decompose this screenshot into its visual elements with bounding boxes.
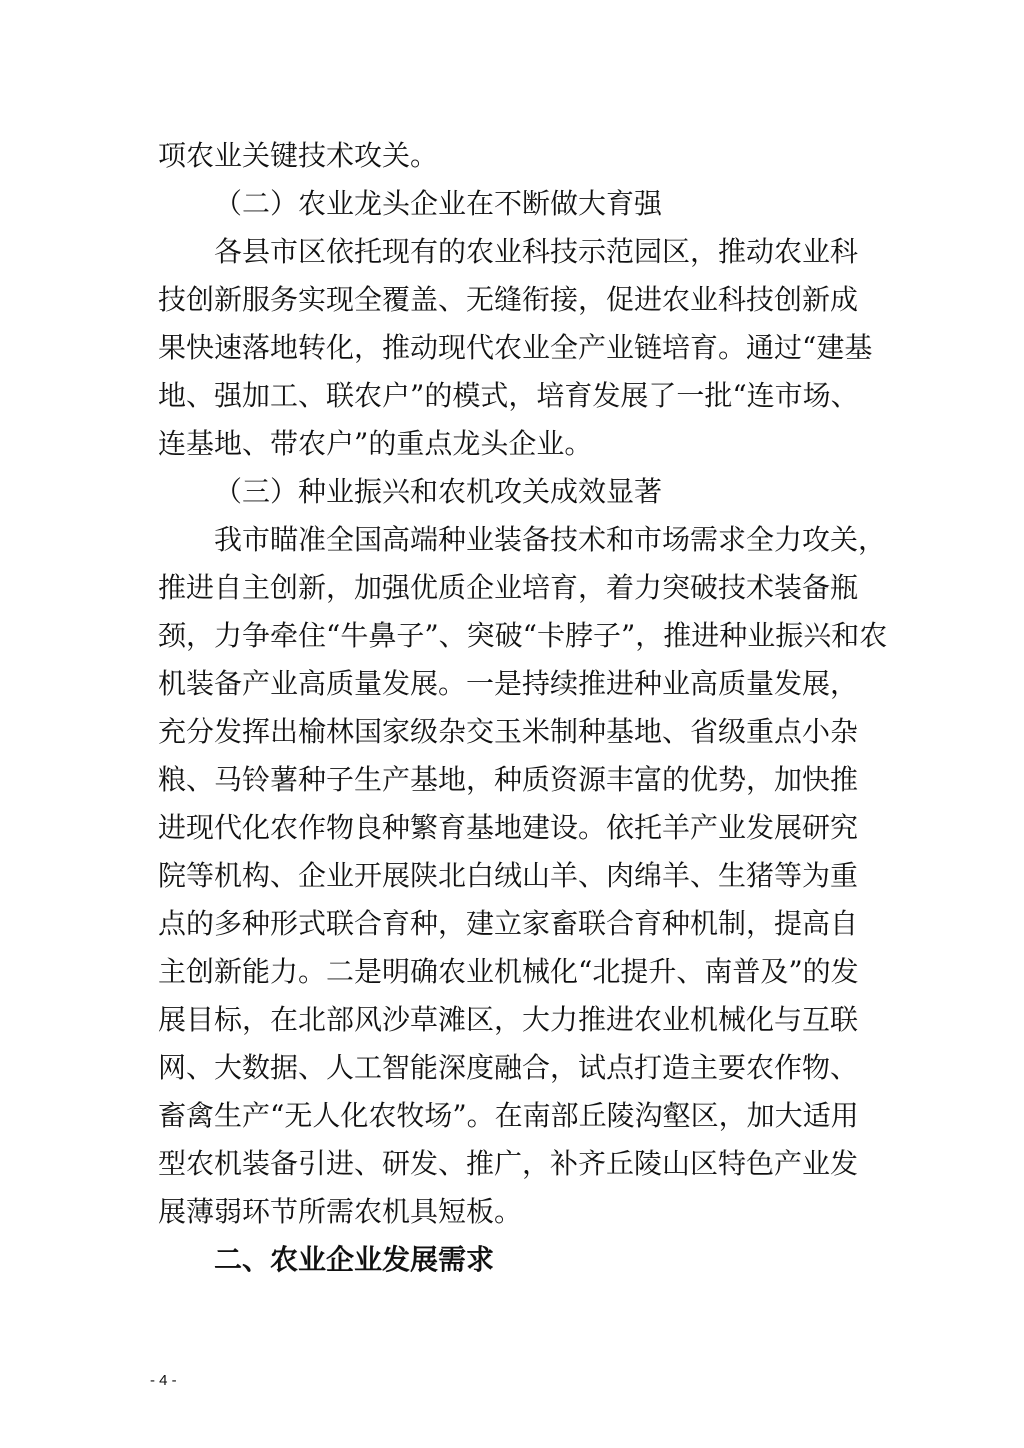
body-line: 推进自主创新，加强优质企业培育，着力突破技术装备瓶 (158, 571, 859, 604)
sub-heading-2: （二）农业龙头企业在不断做大育强 (214, 187, 663, 220)
sub-heading-3: （三）种业振兴和农机攻关成效显著 (214, 475, 663, 508)
body-line: 果快速落地转化，推动现代农业全产业链培育。通过“建基 (158, 331, 873, 364)
page-number: - 4 - (150, 1372, 177, 1389)
body-line: 型农机装备引进、研发、推广，补齐丘陵山区特色产业发 (158, 1147, 859, 1180)
paragraph-first-line: 各县市区依托现有的农业科技示范园区，推动农业科 (214, 235, 859, 268)
body-line: 展目标，在北部风沙草滩区，大力推进农业机械化与互联 (158, 1003, 859, 1036)
body-line: 机装备产业高质量发展。一是持续推进种业高质量发展， (158, 667, 859, 700)
body-line: 展薄弱环节所需农机具短板。 (158, 1195, 523, 1228)
body-line: 畜禽生产“无人化农牧场”。在南部丘陵沟壑区，加大适用 (158, 1099, 859, 1132)
body-line: 项农业关键技术攻关。 (158, 139, 439, 172)
body-line: 颈，力争牵住“牛鼻子”、突破“卡脖子”，推进种业振兴和农 (158, 619, 888, 652)
paragraph-first-line: 我市瞄准全国高端种业装备技术和市场需求全力攻关， (214, 523, 887, 556)
body-line: 院等机构、企业开展陕北白绒山羊、肉绵羊、生猪等为重 (158, 859, 859, 892)
body-line: 粮、马铃薯种子生产基地，种质资源丰富的优势，加快推 (158, 763, 859, 796)
body-line: 主创新能力。二是明确农业机械化“北提升、南普及”的发 (158, 955, 859, 988)
body-line: 技创新服务实现全覆盖、无缝衔接，促进农业科技创新成 (158, 283, 859, 316)
section-heading: 二、农业企业发展需求 (214, 1243, 495, 1276)
body-line: 地、强加工、联农户”的模式，培育发展了一批“连市场、 (158, 379, 859, 412)
body-line: 连基地、带农户”的重点龙头企业。 (158, 427, 593, 460)
body-line: 充分发挥出榆林国家级杂交玉米制种基地、省级重点小杂 (158, 715, 859, 748)
body-line: 点的多种形式联合育种，建立家畜联合育种机制，提高自 (158, 907, 859, 940)
body-line: 网、大数据、人工智能深度融合，试点打造主要农作物、 (158, 1051, 859, 1084)
body-line: 进现代化农作物良种繁育基地建设。依托羊产业发展研究 (158, 811, 859, 844)
